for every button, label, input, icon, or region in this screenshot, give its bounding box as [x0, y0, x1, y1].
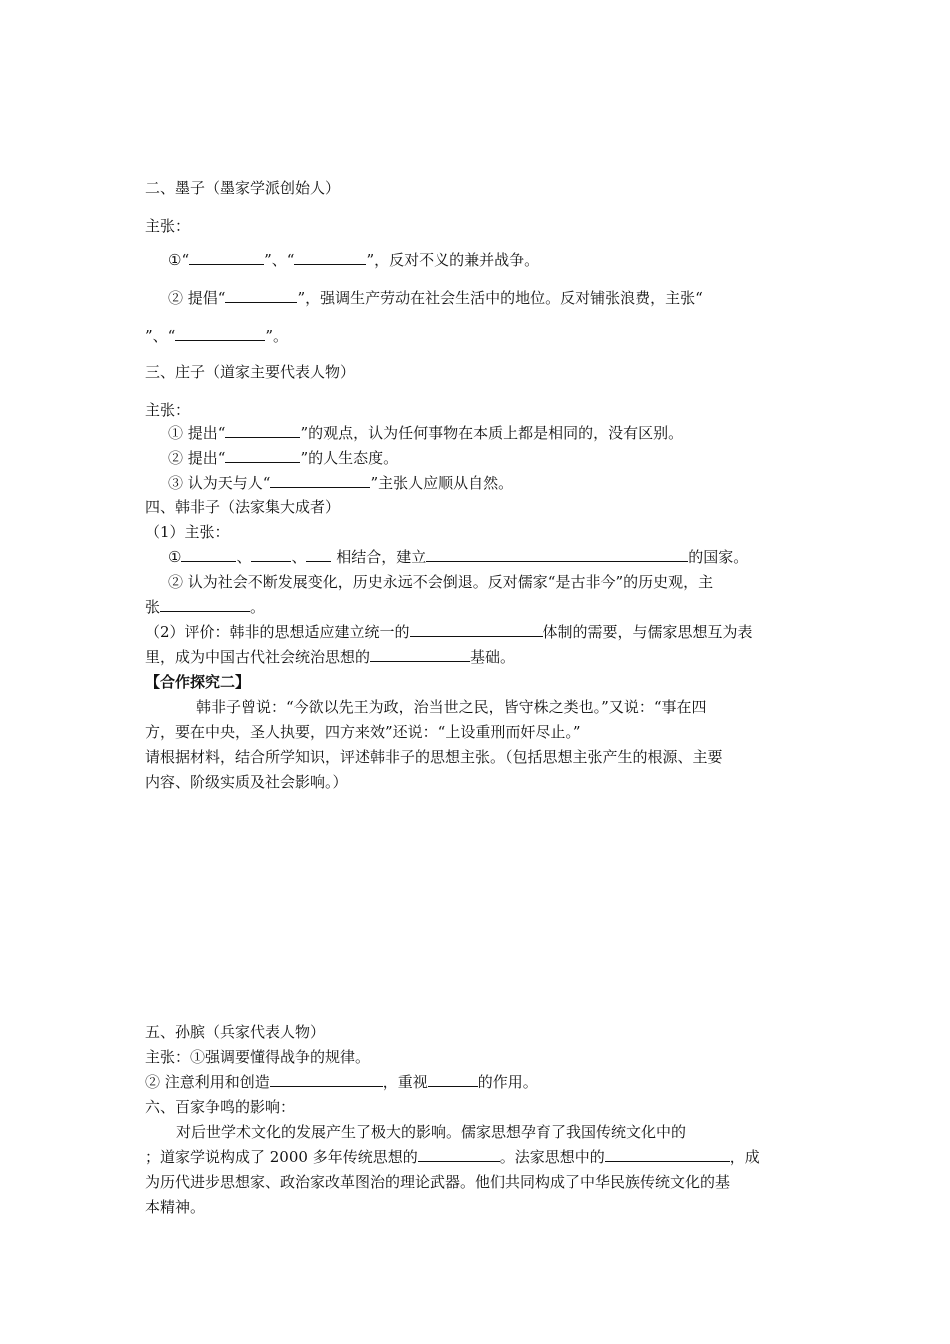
- section-hanfeizi-heading: [145, 497, 340, 517]
- hanfeizi-line-3: [145, 597, 265, 617]
- blank-field[interactable]: [270, 1072, 383, 1087]
- text: 里，成为中国古代社会统治思想的: [145, 648, 371, 666]
- text: ”、“: [145, 327, 176, 345]
- text: ①: [168, 548, 182, 566]
- text: 请根据材料，结合所学知识，评述韩非子的思想主张。（包括思想主张产生的根源、主要: [145, 748, 723, 766]
- blank-field[interactable]: [410, 622, 543, 637]
- mozi-line-1: [168, 250, 539, 270]
- mozi-label: [145, 216, 190, 236]
- blank-field[interactable]: [175, 326, 265, 341]
- heading-text: 五、孙膑（兵家代表人物）: [145, 1023, 326, 1041]
- explore-para-2: [145, 722, 581, 742]
- section-influence-heading: [145, 1097, 295, 1117]
- zhuangzi-line-1: [168, 423, 683, 443]
- text: 对后世学术文化的发展产生了极大的影响。儒家思想孕育了我国传统文化中的: [176, 1123, 687, 1141]
- label-text: 主张：: [145, 217, 191, 235]
- explore-para-1: [196, 697, 707, 717]
- text: 的国家。: [688, 548, 749, 566]
- hanfeizi-eval-2: [145, 647, 515, 667]
- text: 体制的需要，与儒家思想互为表: [542, 623, 753, 641]
- hanfeizi-line-2: [168, 572, 713, 592]
- text: ② 提倡“: [168, 289, 226, 307]
- hanfeizi-eval-1: [145, 622, 753, 642]
- text: ”。: [265, 327, 289, 345]
- text: ①“: [168, 251, 190, 269]
- heading-text: 二、墨子（墨家学派创始人）: [145, 179, 341, 197]
- influence-para-2: [145, 1147, 760, 1167]
- blank-field[interactable]: [306, 547, 331, 562]
- blank-field[interactable]: [370, 647, 470, 662]
- text: 相结合，建立: [331, 548, 427, 566]
- blank-field[interactable]: [181, 547, 236, 562]
- text: ，成: [729, 1148, 760, 1166]
- text: 方，要在中央，圣人执要，四方来效”还说：“上设重刑而奸尽止。”: [145, 723, 581, 741]
- text: ；道家学说构成了 2000 多年传统思想的: [145, 1148, 418, 1166]
- text: 、: [236, 548, 252, 566]
- section-zhuangzi-heading: [145, 362, 355, 382]
- blank-field[interactable]: [189, 250, 264, 265]
- text: 、: [291, 548, 307, 566]
- blank-field[interactable]: [225, 448, 300, 463]
- blank-field[interactable]: [418, 1147, 500, 1162]
- text: ② 认为社会不断发展变化，历史永远不会倒退。反对儒家“是古非今”的历史观，主: [168, 573, 714, 591]
- blank-field[interactable]: [251, 547, 291, 562]
- influence-para-3: [145, 1172, 730, 1192]
- sunbin-line-1: [145, 1047, 370, 1067]
- text: ，重视: [382, 1073, 428, 1091]
- text: 的作用。: [477, 1073, 538, 1091]
- text: 。: [250, 598, 266, 616]
- blank-field[interactable]: [294, 250, 366, 265]
- section-mozi-heading: [145, 178, 340, 198]
- subheading-text: （1）主张：: [145, 523, 230, 541]
- blank-field[interactable]: [605, 1147, 730, 1162]
- blank-field[interactable]: [426, 547, 688, 562]
- text: 张: [145, 598, 161, 616]
- heading-text: 四、韩非子（法家集大成者）: [145, 498, 341, 516]
- text: ”主张人应顺从自然。: [370, 474, 514, 492]
- heading-text: 三、庄子（道家主要代表人物）: [145, 363, 356, 381]
- zhuangzi-label: [145, 400, 190, 420]
- text: ”，反对不义的兼并战争。: [366, 251, 540, 269]
- zhuangzi-line-3: [168, 473, 513, 493]
- hanfeizi-line-1: [168, 547, 748, 567]
- influence-para-4: [145, 1197, 205, 1217]
- text: ”，强调生产劳动在社会生活中的地位。反对铺张浪费，主张“: [297, 289, 703, 307]
- blank-field[interactable]: [270, 473, 370, 488]
- blank-field[interactable]: [160, 597, 250, 612]
- text: 。法家思想中的: [499, 1148, 605, 1166]
- blank-field[interactable]: [225, 288, 297, 303]
- explore-para-4: [145, 772, 348, 792]
- text: （2）评价：韩非的思想适应建立统一的: [145, 623, 410, 641]
- sunbin-line-2: [145, 1072, 538, 1092]
- text: 主张：①强调要懂得战争的规律。: [145, 1048, 371, 1066]
- text: ”、“: [264, 251, 295, 269]
- text: 韩非子曾说：“今欲以先王为政，治当世之民，皆守株之类也。”又说：“事在四: [196, 698, 707, 716]
- text: ”的人生态度。: [300, 449, 399, 467]
- blank-field[interactable]: [428, 1072, 478, 1087]
- text: 本精神。: [145, 1198, 206, 1216]
- label-text: 主张：: [145, 401, 191, 419]
- blank-field[interactable]: [225, 423, 300, 438]
- text: 基础。: [470, 648, 516, 666]
- explore-para-3: [145, 747, 723, 767]
- text: 内容、阶级实质及社会影响。）: [145, 773, 348, 791]
- zhuangzi-line-2: [168, 448, 398, 468]
- text: ”的观点，认为任何事物在本质上都是相同的，没有区别。: [300, 424, 684, 442]
- heading-text: 六、百家争鸣的影响：: [145, 1098, 296, 1116]
- mozi-line-2: [168, 288, 703, 308]
- text: ③ 认为天与人“: [168, 474, 271, 492]
- mozi-line-3: [145, 326, 288, 346]
- text: ① 提出“: [168, 424, 226, 442]
- text: ② 提出“: [168, 449, 226, 467]
- influence-para-1: [176, 1122, 686, 1142]
- section-sunbin-heading: [145, 1022, 325, 1042]
- text: 为历代进步思想家、政治家改革图治的理论武器。他们共同构成了中华民族传统文化的基: [145, 1173, 731, 1191]
- heading-text: 【合作探究二】: [145, 673, 251, 691]
- text: ② 注意利用和创造: [145, 1073, 270, 1091]
- explore-heading: [145, 672, 250, 692]
- hanfeizi-sub1: [145, 522, 230, 542]
